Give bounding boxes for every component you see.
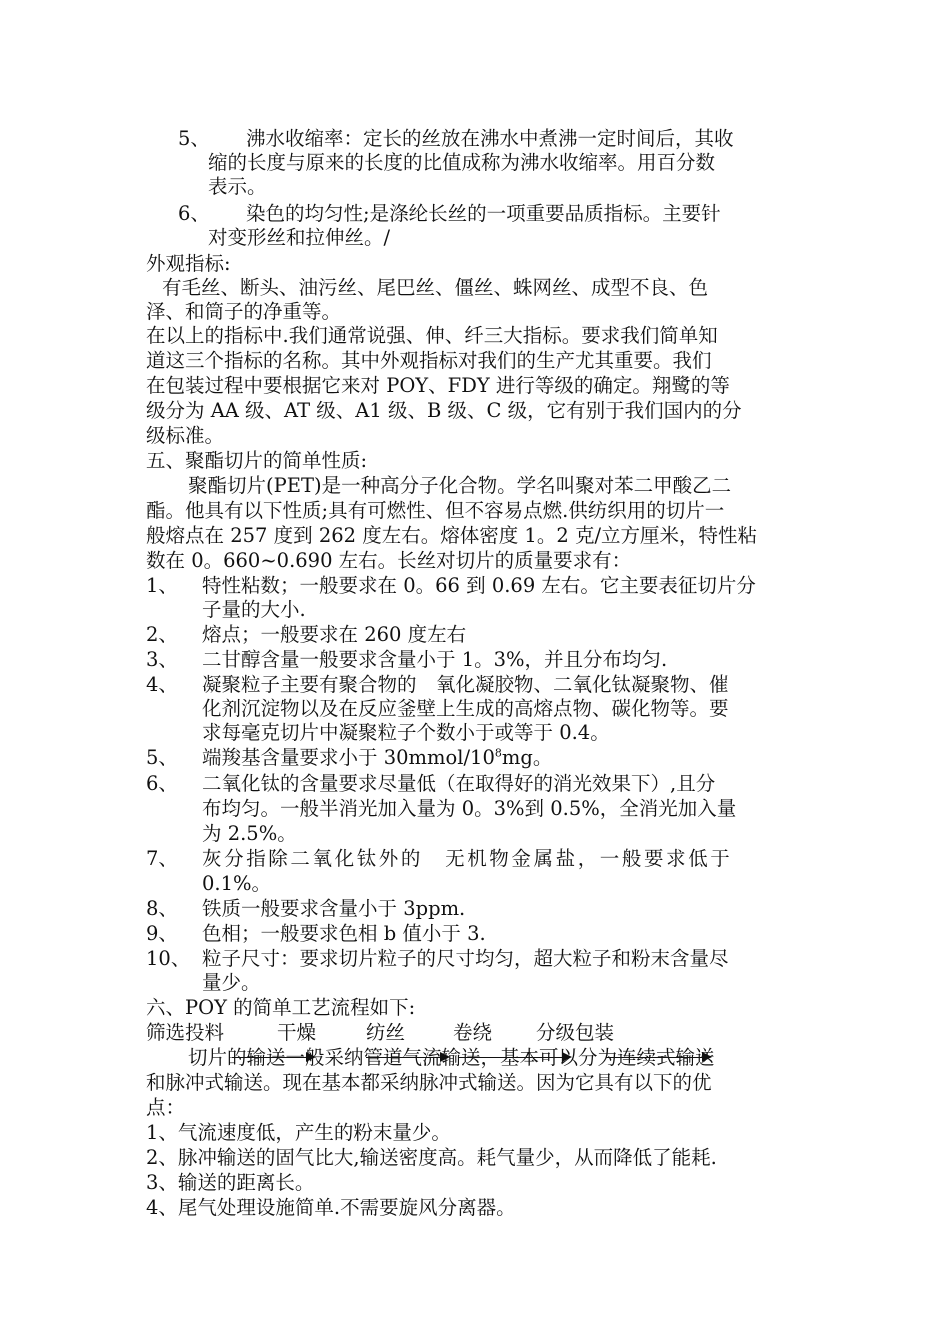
list-number: 9、	[146, 922, 178, 945]
list-number: 2、	[146, 623, 178, 646]
flow-step: 纺丝	[366, 1021, 406, 1044]
list-text-line: 表示。	[208, 175, 267, 198]
list-text-line: 0.1%。	[202, 872, 272, 895]
list-text-line: 粒子尺寸：要求切片粒子的尺寸均匀，超大粒子和粉末含量尽	[202, 947, 729, 970]
flow-arrow-line	[458, 1057, 562, 1058]
list-text-line: 熔点；一般要求在 260 度左右	[202, 623, 467, 646]
list-number: 1、	[146, 574, 178, 597]
list-text-line: 缩的长度与原来的长度的比值成称为沸水收缩率。用百分数	[208, 151, 716, 174]
paragraph-line: 有毛丝、断头、油污丝、尾巴丝、僵丝、蛛网丝、成型不良、色	[162, 276, 709, 299]
paragraph-line: 和脉冲式输送。现在基本都采纳脉冲式输送。因为它具有以下的优	[146, 1071, 712, 1094]
list-text-line: 特性粘数；一般要求在 0。66 到 0.69 左右。它主要表征切片分	[202, 574, 756, 597]
list-text-line: 为 2.5%。	[202, 822, 297, 845]
list-text-line: 二氧化钛的含量要求尽量低（在取得好的消光效果下）,且分	[202, 772, 716, 795]
list-number: 6、	[146, 772, 178, 795]
list-number: 3、	[146, 648, 178, 671]
list-number: 10、	[146, 947, 191, 970]
flow-arrow-head	[562, 1052, 572, 1062]
flow-step: 筛选投料	[146, 1021, 225, 1044]
flow-arrow-head	[702, 1052, 712, 1062]
advantage-item: 3、输送的距离长。	[146, 1171, 315, 1194]
paragraph-line: 级分为 AA 级、AT 级、A1 级、B 级、C 级，它有别于我们国内的分	[146, 399, 742, 422]
flow-step: 干燥	[277, 1021, 317, 1044]
list-text-line: 凝聚粒子主要有聚合物的 氧化凝胶物、二氧化钛凝聚物、催	[202, 673, 729, 696]
list-text-line: 布均匀。一般半消光加入量为 0。3%到 0.5%，全消光加入量	[202, 797, 737, 820]
list-text-line: 色相；一般要求色相 b 值小于 3.	[202, 922, 486, 945]
paragraph-line: 酯。他具有以下性质;具有可燃性、但不容易点燃.供纺织用的切片一	[146, 499, 725, 522]
advantage-item: 4、尾气处理设施简单.不需要旋风分离器。	[146, 1196, 516, 1219]
list-number: 7、	[146, 847, 178, 870]
paragraph-line: 在包装过程中要根据它来对 POY、FDY 进行等级的确定。翔鹭的等	[146, 374, 730, 397]
list-number: 5、	[178, 127, 210, 150]
flow-arrow-line	[232, 1057, 306, 1058]
list-number: 8、	[146, 897, 178, 920]
flow-arrow-line	[606, 1057, 704, 1058]
list-text-line: 求每毫克切片中凝聚粒子个数小于或等于 0.4。	[202, 721, 610, 744]
flow-arrow-head	[440, 1052, 450, 1062]
section-heading: 外观指标:	[146, 252, 231, 275]
paragraph-line: 切片的输送一般采纳管道气流输送，基本可以分为连续式输送	[188, 1046, 715, 1069]
section-heading: 五、聚酯切片的简单性质:	[146, 449, 368, 472]
paragraph-line: 数在 0。660~0.690 左右。长丝对切片的质量要求有：	[146, 549, 632, 572]
advantage-item: 2、脉冲输送的固气比大,输送密度高。耗气量少，从而降低了能耗.	[146, 1146, 717, 1169]
paragraph-line: 般熔点在 257 度到 262 度左右。熔体密度 1。2 克/立方厘米，特性粘	[146, 524, 758, 547]
advantage-item: 1、气流速度低，产生的粉末量少。	[146, 1121, 451, 1144]
paragraph-line: 级标准。	[146, 424, 225, 447]
flow-arrow-line	[366, 1057, 440, 1058]
list-number: 5、	[146, 746, 178, 769]
list-text-line: 化剂沉淀物以及在反应釜壁上生成的高熔点物、碳化物等。要	[202, 697, 729, 720]
paragraph-line: 在以上的指标中.我们通常说强、伸、纤三大指标。要求我们简单知	[146, 324, 718, 347]
flow-arrow-line	[330, 1057, 332, 1058]
list-text-line: 量少。	[202, 971, 261, 994]
list-text-line: 端羧基含量要求小于 $30mmol/10^8mg$。	[202, 746, 553, 769]
paragraph-line: 聚酯切片(PET)是一种高分子化合物。学名叫聚对苯二甲酸乙二	[188, 474, 732, 497]
paragraph-line: 泽、和筒子的净重等。	[146, 300, 342, 323]
section-heading: 六、POY 的简单工艺流程如下:	[146, 996, 416, 1019]
list-number: 4、	[146, 673, 178, 696]
paragraph-line: 道这三个指标的名称。其中外观指标对我们的生产尤其重要。我们	[146, 349, 712, 372]
flow-step: 卷绕	[453, 1021, 493, 1044]
flow-step: 分级包装	[536, 1021, 615, 1044]
list-text-line: 灰分指除二氧化钛外的 无机物金属盐，一般要求低于	[202, 847, 733, 870]
flow-arrow-head	[306, 1052, 316, 1062]
list-text-line: 铁质一般要求含量小于 3ppm.	[202, 897, 466, 920]
list-number: 6、	[178, 202, 210, 225]
list-text-line: 子量的大小.	[202, 598, 306, 621]
paragraph-line: 点：	[146, 1096, 186, 1119]
list-text-line: 染色的均匀性;是涤纶长丝的一项重要品质指标。主要针	[246, 202, 721, 225]
list-text-line: 二甘醇含量一般要求含量小于 1。3%，并且分布均匀.	[202, 648, 668, 671]
list-text-line: 沸水收缩率：定长的丝放在沸水中煮沸一定时间后，其收	[246, 127, 734, 150]
list-text-line: 对变形丝和拉伸丝。/	[208, 226, 391, 249]
